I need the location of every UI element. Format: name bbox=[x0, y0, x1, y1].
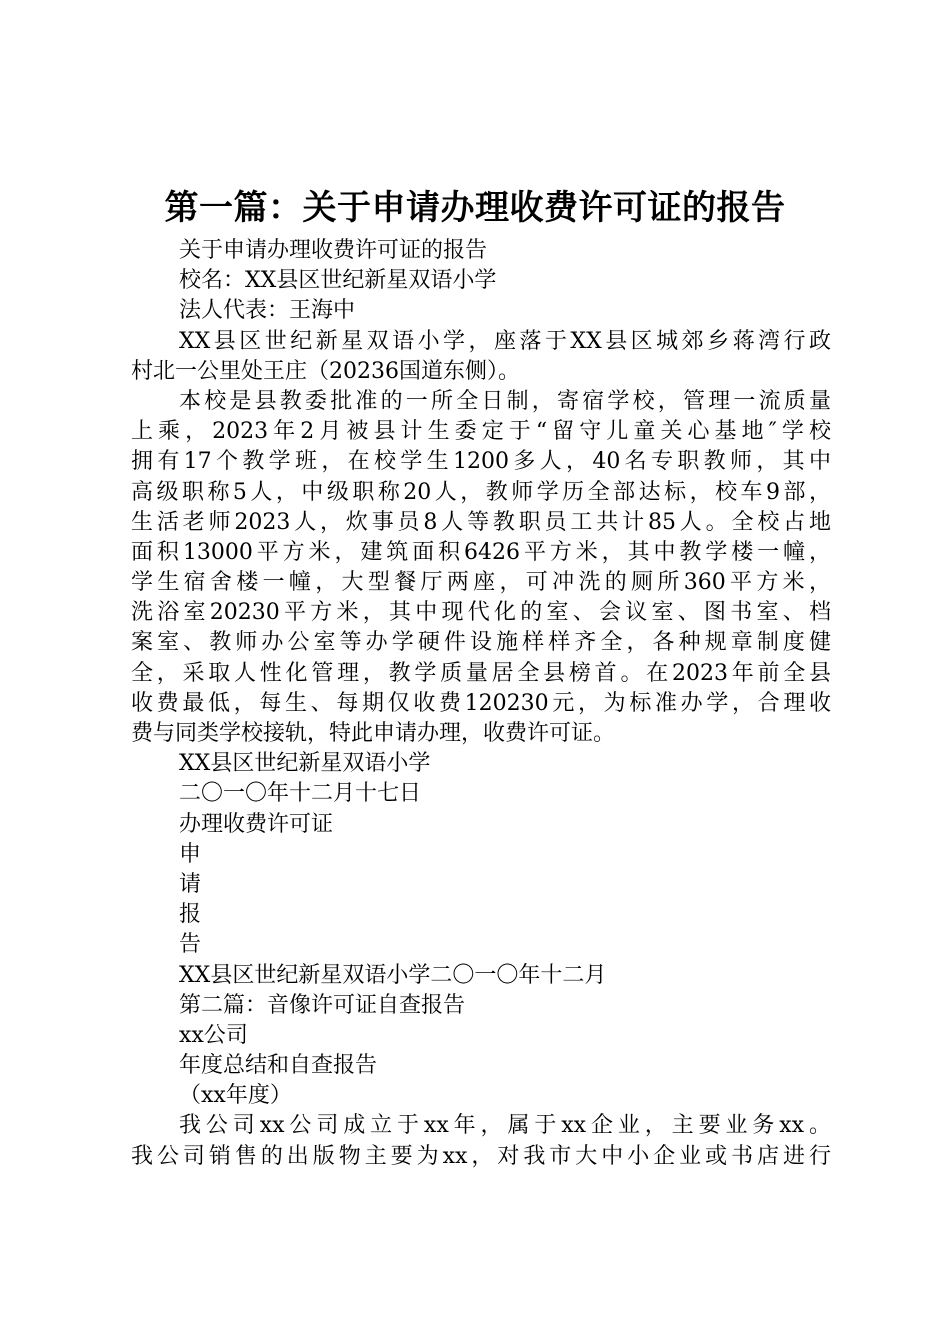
document-title: 第一篇：关于申请办理收费许可证的报告 bbox=[164, 188, 786, 228]
text-line: XX县区世纪新星双语小学，座落于XX县区城郊乡蒋湾行政 bbox=[179, 328, 831, 354]
text-line: 本校是县教委批准的一所全日制，寄宿学校，管理一流质量 bbox=[179, 388, 831, 414]
text-line: （xx年度） bbox=[179, 1083, 292, 1109]
text-line: 学生宿舍楼一幢，大型餐厅两座，可冲洗的厕所360平方米， bbox=[131, 570, 831, 596]
document-body bbox=[131, 236, 831, 1172]
text-line: xx公司 bbox=[179, 1022, 248, 1048]
text-line: XX县区世纪新星双语小学 bbox=[179, 751, 431, 777]
text-line: 告 bbox=[179, 932, 202, 958]
text-line: 申 bbox=[179, 841, 202, 867]
text-line: 法人代表：王海中 bbox=[179, 298, 356, 324]
text-line: XX县区世纪新星双语小学二〇一〇年十二月 bbox=[179, 962, 607, 988]
text-line: 高级职称5人，中级职称20人，教师学历全部达标，校车9部， bbox=[131, 479, 831, 505]
text-line: 年度总结和自查报告 bbox=[179, 1053, 378, 1079]
text-line: 收费最低，每生、每期仅收费120230元，为标准办学，合理收 bbox=[131, 690, 831, 716]
text-line: 办理收费许可证 bbox=[179, 811, 334, 837]
text-line: 我公司xx公司成立于xx年，属于xx企业，主要业务xx。 bbox=[179, 1113, 831, 1139]
text-line: 费与同类学校接轨，特此申请办理，收费许可证。 bbox=[131, 721, 616, 746]
text-line: 村北一公里处王庄（20236国道东侧）。 bbox=[131, 358, 520, 384]
text-line: 拥有17个教学班，在校学生1200多人，40名专职教师，其中 bbox=[131, 449, 831, 475]
text-line: 请 bbox=[179, 871, 202, 897]
text-line: 面积13000平方米，建筑面积6426平方米，其中教学楼一幢， bbox=[131, 539, 831, 565]
text-line: 我公司销售的出版物主要为xx，对我市大中小企业或书店进行 bbox=[131, 1143, 831, 1169]
text-line: 洗浴室20230平方米，其中现代化的室、会议室、图书室、档 bbox=[131, 600, 831, 626]
text-line: 上乘，2023年2月被县计生委定于“留守儿童关心基地″学校 bbox=[131, 419, 831, 445]
text-line: 第二篇：音像许可证自查报告 bbox=[179, 992, 466, 1018]
text-line: 关于申请办理收费许可证的报告 bbox=[179, 238, 488, 263]
text-line: 报 bbox=[179, 902, 202, 928]
text-line: 校名：XX县区世纪新星双语小学 bbox=[179, 268, 497, 294]
text-line: 生活老师2023人，炊事员8人等教职员工共计85人。全校占地 bbox=[131, 509, 831, 535]
text-line: 案室、教师办公室等办学硬件设施样样齐全，各种规章制度健 bbox=[131, 630, 831, 656]
text-line: 全，采取人性化管理，教学质量居全县榜首。在2023年前全县 bbox=[131, 660, 831, 686]
text-line: 二〇一〇年十二月十七日 bbox=[179, 781, 422, 807]
